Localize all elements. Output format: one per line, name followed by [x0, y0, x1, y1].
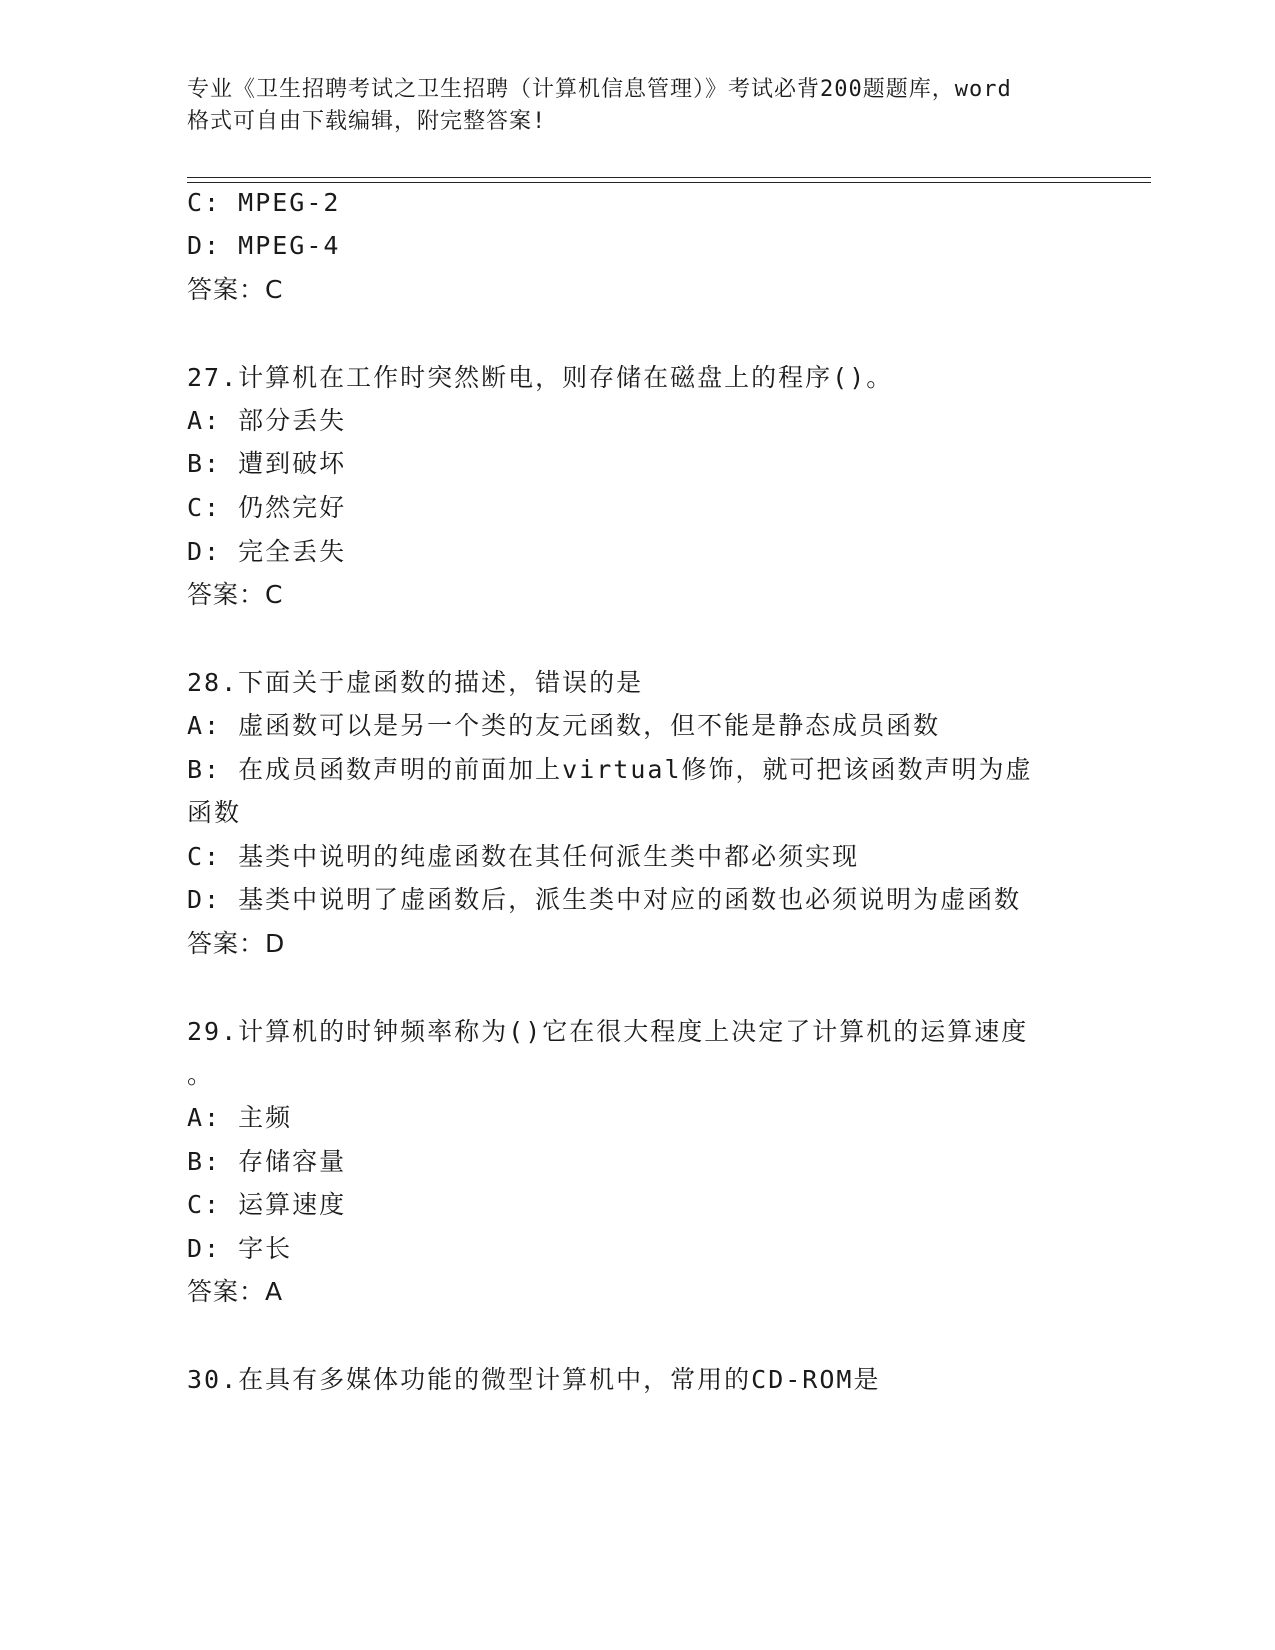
- header-divider-bottom: [187, 182, 1151, 183]
- q27-option-b: B: 遭到破坏: [187, 449, 347, 478]
- q28-answer: 答案：D: [187, 929, 286, 958]
- q29-option-d: D: 字长: [187, 1234, 293, 1263]
- q27-option-d: D: 完全丢失: [187, 537, 347, 566]
- q29-option-b: B: 存储容量: [187, 1147, 347, 1176]
- q28-option-b-line-1: B: 在成员函数声明的前面加上virtual修饰，就可把该函数声明为虚: [187, 755, 1033, 784]
- q28-option-d: D: 基类中说明了虚函数后，派生类中对应的函数也必须说明为虚函数: [187, 885, 1022, 914]
- q27-stem: 27.计算机在工作时突然断电，则存储在磁盘上的程序()。: [187, 363, 894, 392]
- q28-option-c: C: 基类中说明的纯虚函数在其任何派生类中都必须实现: [187, 842, 860, 871]
- q28-stem: 28.下面关于虚函数的描述，错误的是: [187, 668, 644, 697]
- q29-option-c: C: 运算速度: [187, 1190, 347, 1219]
- prev-answer: 答案：C: [187, 275, 284, 304]
- q27-option-a: A: 部分丢失: [187, 406, 347, 435]
- document-header: [187, 74, 1087, 138]
- q29-option-a: A: 主频: [187, 1103, 293, 1132]
- q27-option-c: C: 仍然完好: [187, 493, 347, 522]
- q28-option-b-line-2: 函数: [187, 798, 242, 827]
- q29-stem-line-2: 。: [187, 1060, 215, 1089]
- header-title-line-1: 专业《卫生招聘考试之卫生招聘（计算机信息管理）》考试必背200题题库，word: [187, 77, 1012, 102]
- q29-stem-line-1: 29.计算机的时钟频率称为()它在很大程度上决定了计算机的运算速度: [187, 1017, 1029, 1046]
- prev-option-d: D: MPEG-4: [187, 231, 341, 260]
- header-divider-top: [187, 177, 1151, 178]
- q29-answer: 答案：A: [187, 1277, 284, 1306]
- q27-answer: 答案：C: [187, 580, 284, 609]
- q30-stem: 30.在具有多媒体功能的微型计算机中，常用的CD-ROM是: [187, 1365, 881, 1394]
- q28-option-a: A: 虚函数可以是另一个类的友元函数，但不能是静态成员函数: [187, 711, 941, 740]
- header-title-line-2: 格式可自由下载编辑，附完整答案!: [187, 109, 547, 134]
- prev-option-c: C: MPEG-2: [187, 188, 341, 217]
